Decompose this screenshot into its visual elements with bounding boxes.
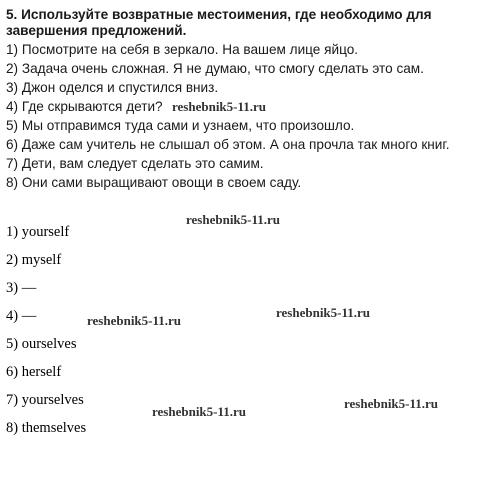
answer-2: 2) myself: [6, 252, 62, 268]
sentence-6: 6) Даже сам учитель не слышал об этом. А она прочла так много книг.: [6, 137, 450, 152]
watermark: reshebnik5-11.ru: [344, 396, 439, 411]
answer-4: 4) —: [6, 308, 37, 324]
sentence-7: 7) Дети, вам следует сделать это самим.: [6, 156, 264, 171]
answer-1: 1) yourself: [6, 224, 70, 240]
sentence-8: 8) Они сами выращивают овощи в своем саду.: [6, 175, 302, 190]
answer-7: 7) yourselves: [6, 392, 84, 408]
answer-list: [6, 220, 86, 444]
sentence-5: 5) Мы отправимся туда сами и узнаем, что произошло.: [6, 118, 355, 133]
sentence-1: 1) Посмотрите на себя в зеркало. На вашем лице яйцо.: [6, 42, 359, 57]
watermark: reshebnik5-11.ru: [87, 313, 182, 328]
sentence-4: 4) Где скрываются дети?: [6, 99, 163, 114]
answer-8: 8) themselves: [6, 420, 87, 436]
watermark: reshebnik5-11.ru: [276, 305, 371, 320]
exercise-heading: 5. Используйте возвратные местоимения, где необходимо для завершения предложений.: [6, 7, 432, 38]
answer-3: 3) —: [6, 280, 37, 296]
answer-5: 5) ourselves: [6, 336, 77, 352]
watermark: reshebnik5-11.ru: [152, 404, 247, 419]
sentence-list: [6, 40, 476, 192]
sentence-3: 3) Джон оделся и спустился вниз.: [6, 80, 219, 95]
answer-6: 6) herself: [6, 364, 62, 380]
watermark: reshebnik5-11.ru: [172, 99, 267, 114]
watermark: reshebnik5-11.ru: [186, 212, 281, 227]
sentence-2: 2) Задача очень сложная. Я не думаю, что смогу сделать это сам.: [6, 61, 424, 76]
